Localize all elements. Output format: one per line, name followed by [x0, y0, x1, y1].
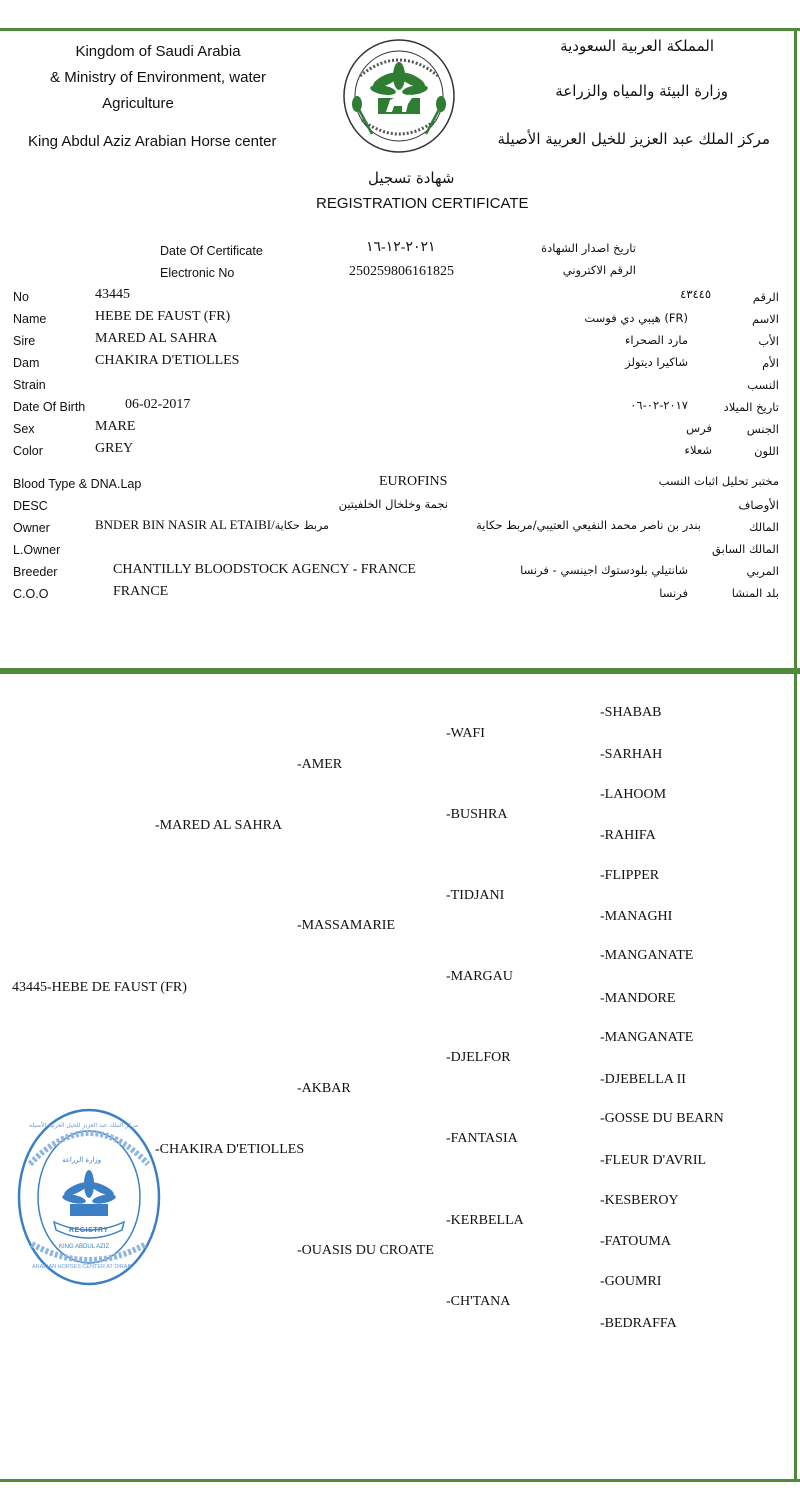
- electronic-no-label-ar: الرقم الاكتروني: [562, 263, 636, 277]
- pedigree-gen3-item: -FANTASIA: [446, 1131, 518, 1146]
- field-label-color-ar: اللون: [754, 444, 779, 458]
- pedigree-gen3-item: -TIDJANI: [446, 888, 505, 903]
- l-owner-label: L.Owner: [13, 543, 61, 557]
- field-value-no: 43445: [95, 287, 130, 302]
- date-of-certificate-value: ٢٠٢١-١٢-١٦: [366, 240, 436, 255]
- header-en-line4: King Abdul Aziz Arabian Horse center: [28, 133, 277, 150]
- pedigree-gen3-item: -WAFI: [446, 726, 485, 741]
- pedigree-gen4-item: -SARHAH: [600, 747, 663, 762]
- pedigree-gen2-item: -OUASIS DU CROATE: [297, 1243, 434, 1258]
- pedigree-gen4-item: -MANDORE: [600, 991, 676, 1006]
- field-value-name: HEBE DE FAUST (FR): [95, 309, 231, 324]
- breeder-label-ar: المربي: [746, 564, 779, 578]
- electronic-no-label: Electronic No: [160, 266, 235, 280]
- breeder-value: CHANTILLY BLOODSTOCK AGENCY - FRANCE: [113, 562, 416, 577]
- field-label-strain-ar: النسب: [747, 378, 779, 392]
- desc-label: DESC: [13, 499, 48, 513]
- pedigree-subject: 43445-HEBE DE FAUST (FR): [12, 980, 187, 995]
- blood-type-label: Blood Type & DNA.Lap: [13, 477, 142, 491]
- owner-label-ar: المالك: [748, 520, 779, 534]
- header-ar-line1: المملكة العربية السعودية: [560, 37, 714, 55]
- pedigree-gen3-item: -KERBELLA: [446, 1213, 524, 1228]
- field-value-sex-ar: فرس: [686, 421, 712, 435]
- field-label-dam: Dam: [13, 356, 40, 370]
- pedigree-gen4-item: -FATOUMA: [600, 1234, 672, 1249]
- header-en-line1: Kingdom of Saudi Arabia: [75, 43, 241, 60]
- field-label-no: No: [13, 290, 29, 304]
- date-of-certificate-label: Date Of Certificate: [160, 244, 263, 258]
- field-value-dam: CHAKIRA D'ETIOLLES: [95, 353, 240, 368]
- owner-value-en: BNDER BIN NASIR AL ETAIBI/: [95, 517, 275, 532]
- owner-value: [95, 518, 329, 533]
- pedigree-gen4-item: -MANGANATE: [600, 948, 694, 963]
- field-label-sire: Sire: [13, 334, 36, 348]
- pedigree-gen4-item: -GOUMRI: [600, 1274, 662, 1289]
- field-value-no-ar: ٤٣٤٤٥: [680, 287, 711, 301]
- pedigree-gen3-item: -BUSHRA: [446, 807, 508, 822]
- pedigree-gen4-item: -MANGANATE: [600, 1030, 694, 1045]
- field-label-dob: Date Of Birth: [13, 400, 86, 414]
- pedigree-gen3-item: -MARGAU: [446, 969, 513, 984]
- field-value-dob-ar: ٢٠١٧-٠٢-٠٦: [630, 398, 688, 412]
- top-border: [0, 28, 800, 31]
- pedigree-gen4-item: -DJEBELLA II: [600, 1072, 686, 1087]
- blood-type-value: EUROFINS: [379, 474, 448, 489]
- pedigree-gen4-item: -GOSSE DU BEARN: [600, 1111, 724, 1126]
- desc-value-ar: نجمة وخلخال الخلفيتين: [338, 497, 448, 511]
- date-of-certificate-label-ar: تاريخ اصدار الشهادة: [541, 241, 636, 255]
- owner-value-suffix-ar: مربط حكاية: [274, 519, 329, 532]
- field-value-name-ar: (FR) هيبي دي فوست: [584, 311, 688, 325]
- title-arabic: شهادة تسجيل: [368, 169, 455, 187]
- pedigree-gen4-item: -RAHIFA: [600, 828, 656, 843]
- pedigree-gen4-item: -BEDRAFFA: [600, 1316, 677, 1331]
- field-label-strain: Strain: [13, 378, 46, 392]
- desc-label-ar: الأوصاف: [738, 498, 779, 512]
- field-value-dam-ar: شاكيرا ديتولز: [625, 355, 688, 369]
- l-owner-label-ar: المالك السابق: [712, 542, 779, 556]
- header-en-line3: Agriculture: [102, 95, 174, 112]
- pedigree-sire: -MARED AL SAHRA: [155, 818, 283, 833]
- field-label-dob-ar: تاريخ الميلاد: [723, 400, 779, 414]
- seal-inner-text-en: KING ABDUL AZIZ: [59, 1244, 110, 1250]
- bottom-border: [0, 1479, 800, 1482]
- right-border-top: [794, 28, 797, 672]
- section-divider: [0, 668, 800, 674]
- field-label-sex: Sex: [13, 422, 35, 436]
- owner-value-ar: بندر بن ناصر محمد النفيعي العتيبي/مربط حكاية: [476, 518, 701, 532]
- pedigree-gen3-item: -DJELFOR: [446, 1050, 511, 1065]
- seal-band-text: REGISTRY: [69, 1227, 109, 1234]
- coo-label: C.O.O: [13, 587, 49, 601]
- pedigree-gen4-item: -KESBEROY: [600, 1193, 679, 1208]
- pedigree-gen4-item: -FLIPPER: [600, 868, 660, 883]
- field-label-sex-ar: الجنس: [746, 422, 779, 436]
- pedigree-gen4-item: -MANAGHI: [600, 909, 673, 924]
- pedigree-gen4-item: -LAHOOM: [600, 787, 667, 802]
- pedigree-dam: -CHAKIRA D'ETIOLLES: [155, 1142, 305, 1157]
- electronic-no-value: 250259806161825: [349, 264, 454, 279]
- pedigree-gen2-item: -AMER: [297, 757, 343, 772]
- pedigree-gen2-item: -AKBAR: [297, 1081, 351, 1096]
- seal-ring-text-en: ARABIAN HORSES CENTER AT DIRAB: [32, 1264, 132, 1270]
- field-label-dam-ar: الأم: [762, 356, 779, 370]
- header-en-line2: & Ministry of Environment, water: [50, 69, 266, 86]
- field-value-sire-ar: مارد الصحراء: [624, 333, 688, 347]
- field-label-color: Color: [13, 444, 43, 458]
- coo-label-ar: بلد المنشا: [731, 586, 779, 600]
- owner-label: Owner: [13, 521, 50, 535]
- breeder-value-ar: شانتيلي بلودستوك اجينسي - فرنسا: [520, 563, 688, 577]
- field-value-sire: MARED AL SAHRA: [95, 331, 218, 346]
- registry-seal-stamp-icon: [14, 1104, 164, 1290]
- field-value-dob: 06-02-2017: [125, 397, 191, 412]
- coo-value: FRANCE: [113, 584, 169, 599]
- field-value-color-ar: شعلاء: [684, 443, 712, 457]
- field-value-sex: MARE: [95, 419, 136, 434]
- field-label-name-ar: الاسم: [751, 312, 779, 326]
- field-label-sire-ar: الأب: [758, 334, 779, 348]
- pedigree-gen4-item: -FLEUR D'AVRIL: [600, 1153, 707, 1168]
- seal-inner-text-ar: وزارة الزراعة: [62, 1156, 102, 1164]
- field-label-name: Name: [13, 312, 47, 326]
- pedigree-gen2-item: -MASSAMARIE: [297, 918, 396, 933]
- palm-horse-swords-emblem-icon: [340, 36, 458, 162]
- coo-value-ar: فرنسا: [659, 586, 688, 600]
- seal-ring-text-ar: مركز الملك عبد العزيز للخيل العربية الأصيلة: [29, 1122, 138, 1129]
- header-ar-line2: وزارة البيئة والمياه والزراعة: [555, 82, 728, 100]
- field-label-no-ar: الرقم: [752, 290, 779, 304]
- pedigree-gen4-item: -SHABAB: [600, 705, 662, 720]
- field-value-color: GREY: [95, 441, 134, 456]
- breeder-label: Breeder: [13, 565, 58, 579]
- title-english: REGISTRATION CERTIFICATE: [316, 195, 529, 212]
- blood-type-label-ar: مختبر تحليل اثبات النسب: [658, 474, 779, 488]
- pedigree-gen3-item: -CH'TANA: [446, 1294, 511, 1309]
- header-ar-line3: مركز الملك عبد العزيز للخيل العربية الأصيلة: [497, 130, 770, 148]
- right-border-bottom: [794, 674, 797, 1482]
